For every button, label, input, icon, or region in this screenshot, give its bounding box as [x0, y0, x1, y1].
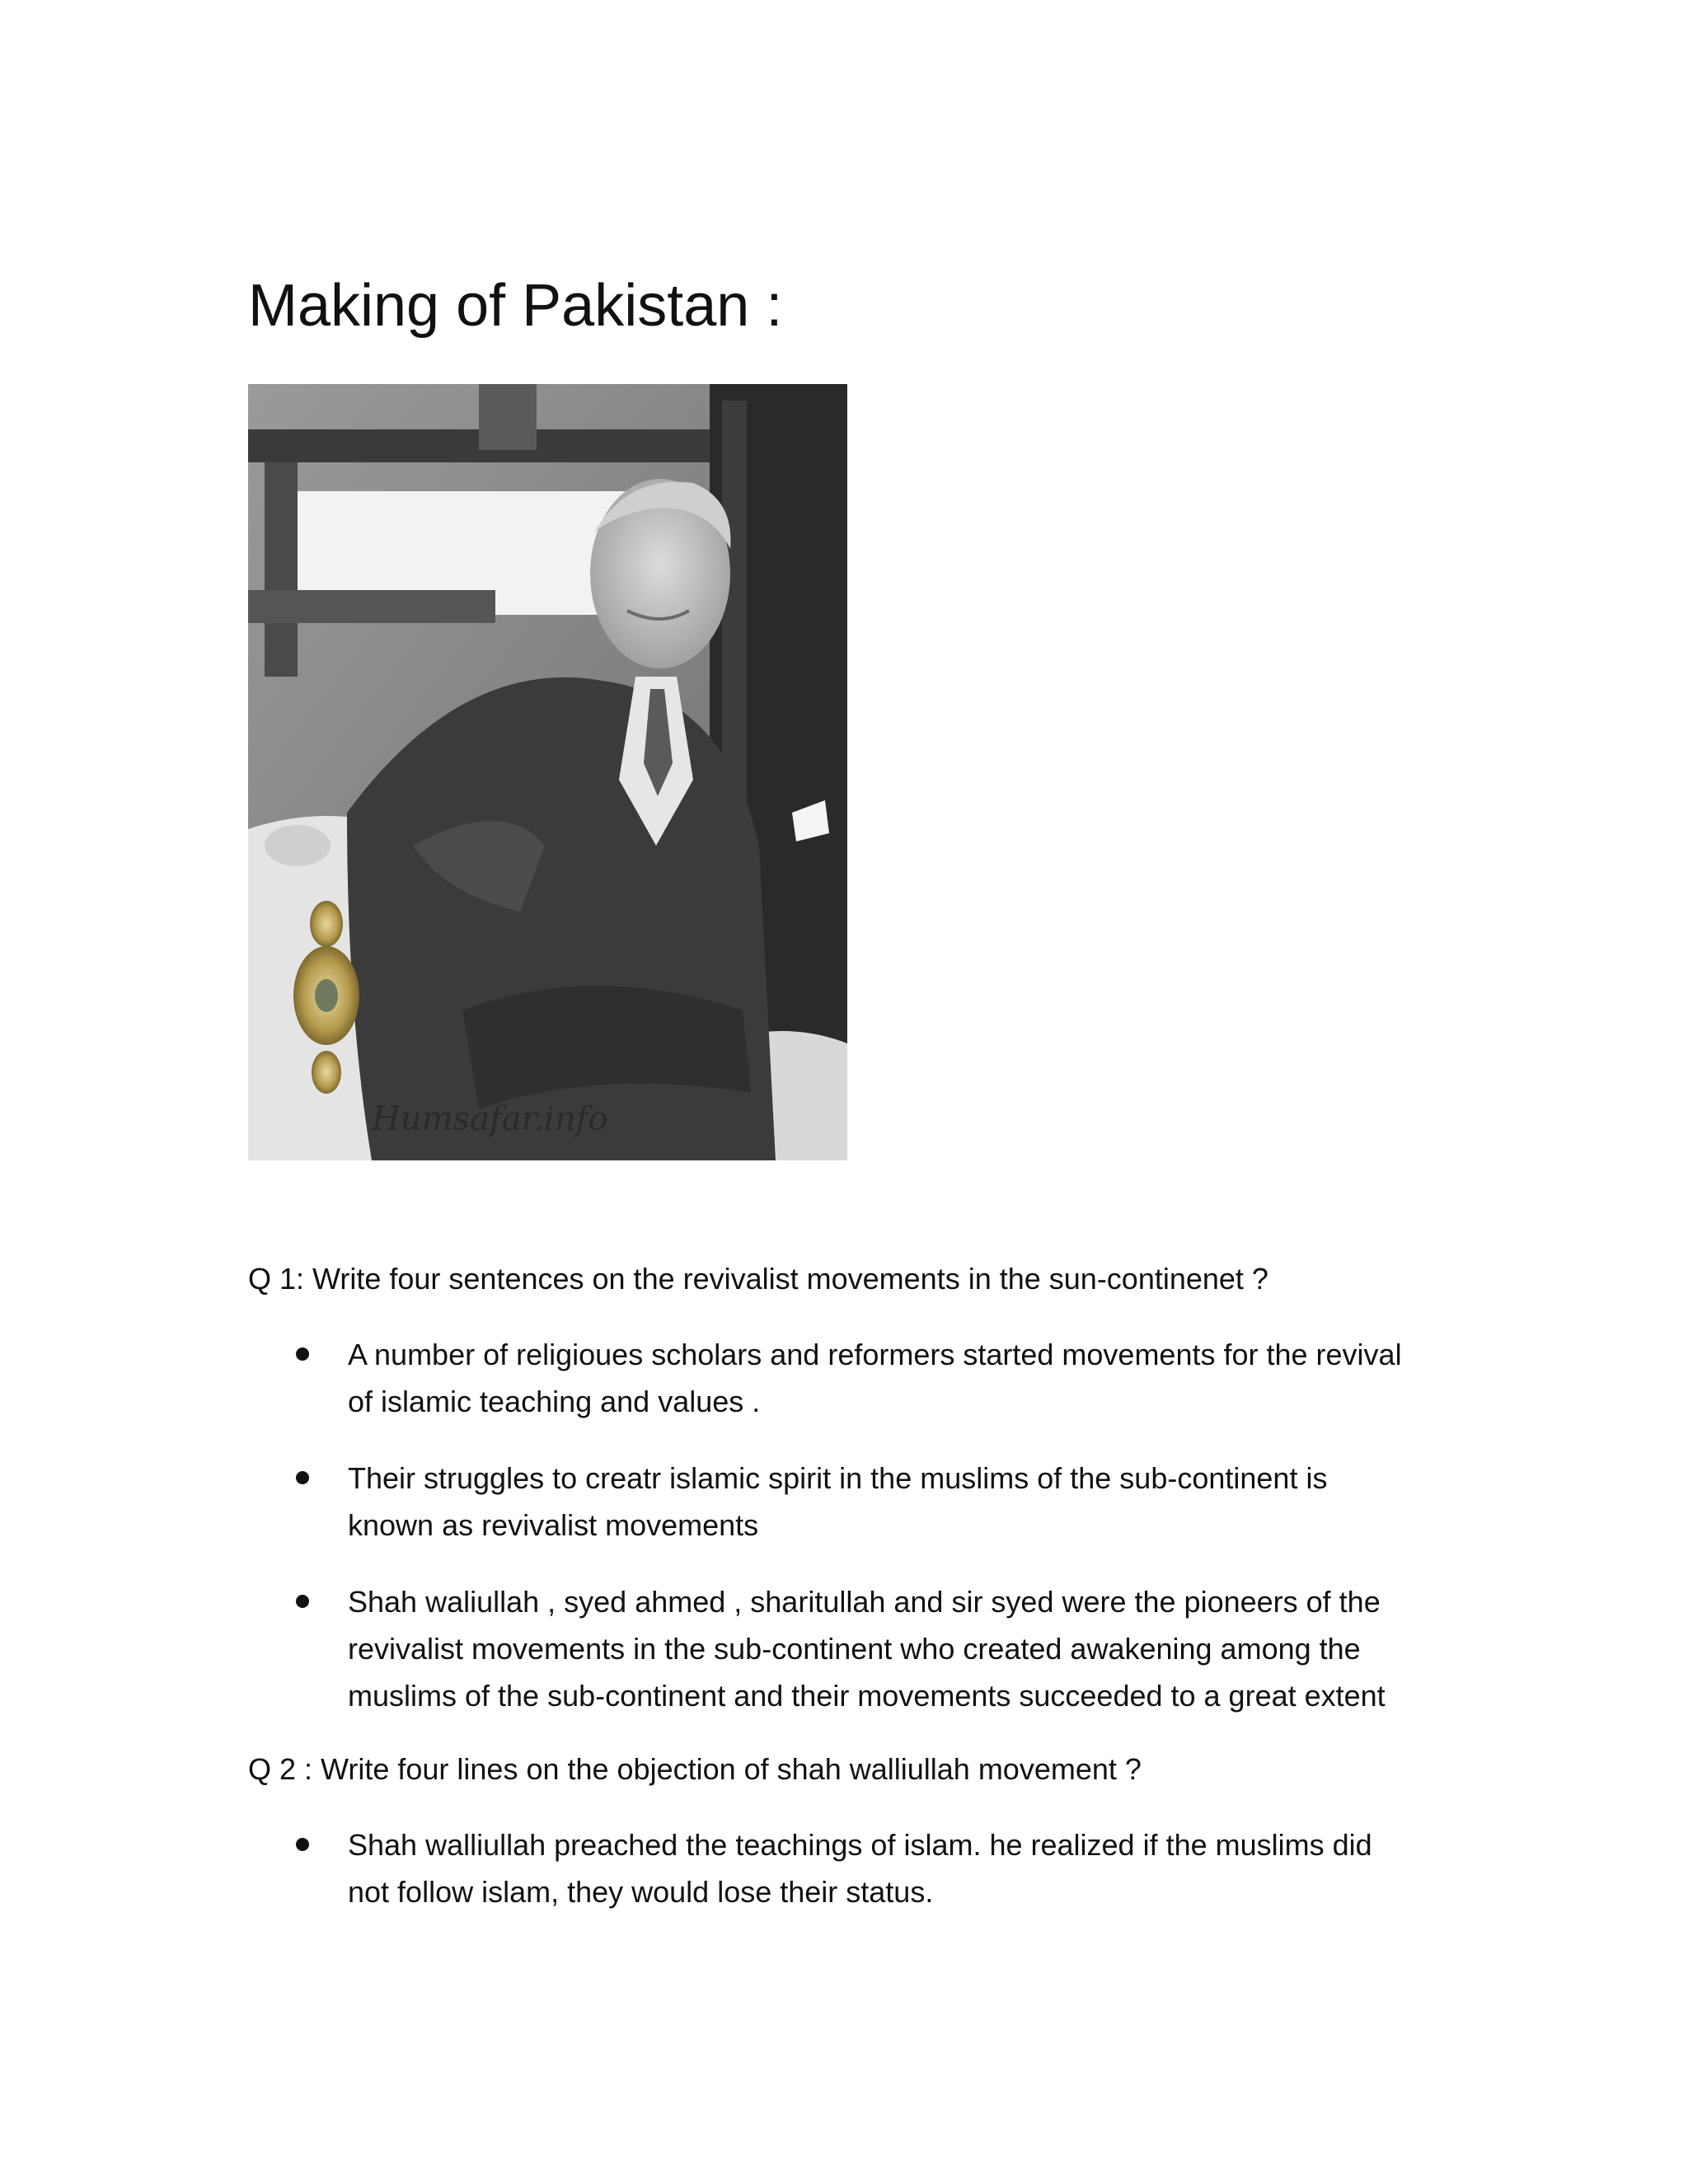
text-line: muslims of the sub-continent and their movements succeeded to a great extent — [348, 1679, 1386, 1713]
list-item-text — [348, 1578, 1469, 1719]
bullet-icon — [296, 1595, 309, 1608]
watermark-text: Humsafar.info — [372, 1100, 608, 1138]
text-line: not follow islam, they would lose their status. — [348, 1875, 934, 1909]
text-line: Shah walliullah preached the teachings of islam. he realized if the muslims did — [348, 1828, 1372, 1862]
question-2: Q 2 : Write four lines on the objection of shah walliullah movement ? — [248, 1752, 1142, 1786]
question-1: Q 1: Write four sentences on the revivalist movements in the sun-continenet ? — [248, 1262, 1268, 1296]
list-item-text — [348, 1331, 1469, 1425]
text-line: Their struggles to creatr islamic spirit in the muslims of the sub-continent is — [348, 1461, 1328, 1495]
page-title: Making of Pakistan : — [248, 273, 783, 339]
list-item-text — [348, 1821, 1469, 1915]
text-line: Shah waliullah , syed ahmed , sharitullah and sir syed were the pioneers of the — [348, 1585, 1381, 1619]
portrait-photo — [248, 384, 847, 1160]
text-line: known as revivalist movements — [348, 1508, 759, 1542]
text-line: A number of religioues scholars and reformers started movements for the revival — [348, 1338, 1402, 1371]
text-line: revivalist movements in the sub-continent who created awakening among the — [348, 1632, 1361, 1666]
bullet-icon — [296, 1347, 309, 1361]
list-item-text — [348, 1455, 1469, 1549]
text-line: of islamic teaching and values . — [348, 1385, 761, 1418]
portrait-image — [248, 384, 847, 1160]
bullet-icon — [296, 1471, 309, 1484]
bullet-icon — [296, 1838, 309, 1851]
